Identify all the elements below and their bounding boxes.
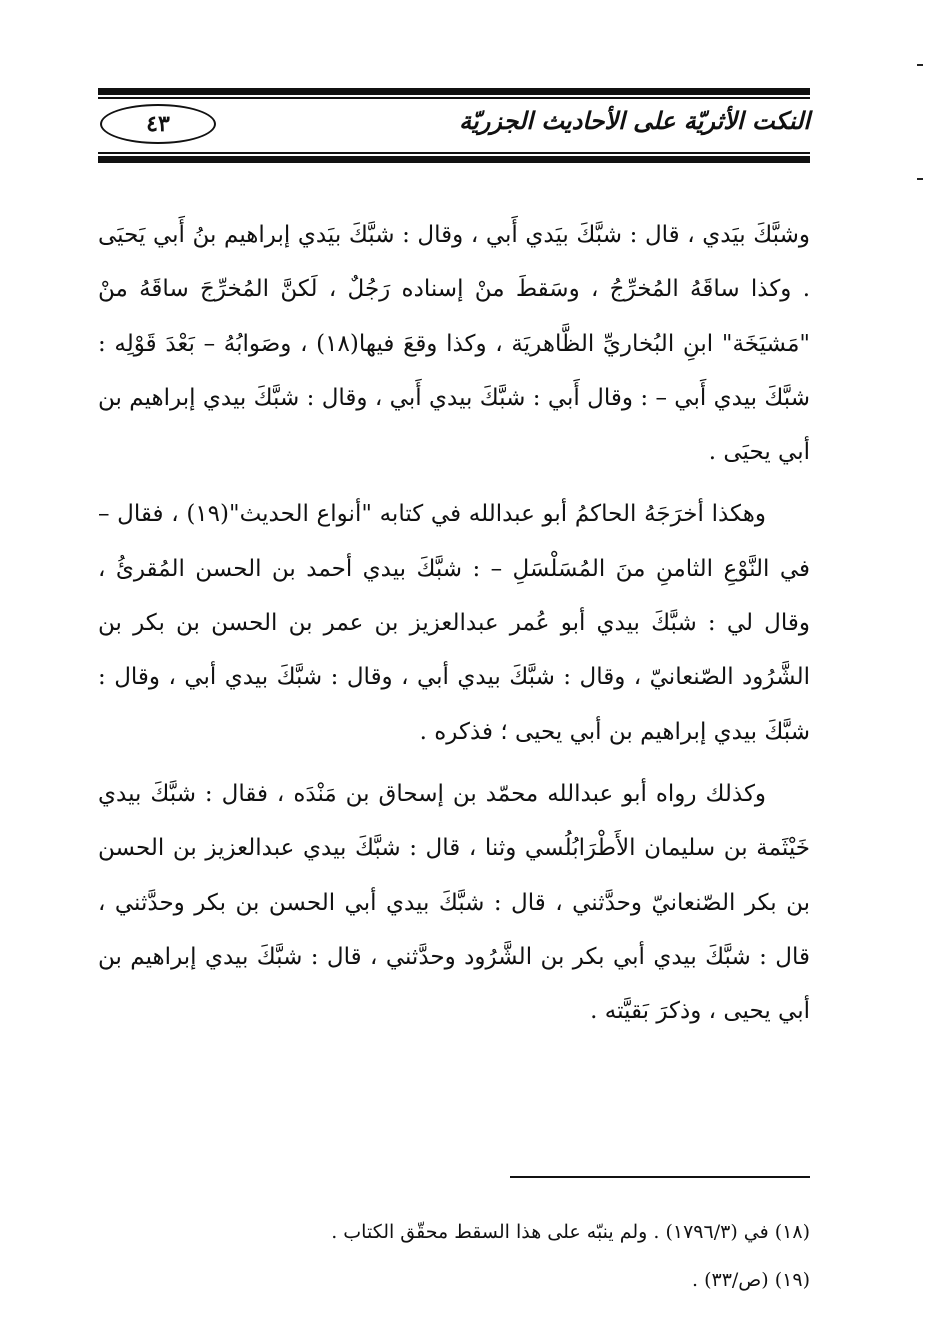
header-rule-thin [98, 97, 810, 99]
main-text [98, 208, 810, 1046]
header-rule-bottom-thick [98, 156, 810, 163]
paragraph-1: وشبَّكَ بيَدي ، قال : شبَّكَ بيَدي أَبي ، وقال : شبَّكَ بيَدي إبراهيم بنُ أَبي يَحيَى . وكذا ساقَهُ المُخرِّجُ ، وسَقطَ منْ إسناده رَجُلٌ ، لَكنَّ المُخرِّجَ ساقَهُ منْ "مَشيَخَة" ابنِ البُخاريِّ الظَّاهريَة ، وكذا وقعَ فيها(١٨) ، وصَوابُهُ – بَعْدَ قَوْلِه : شبَّكَ بيدي أَبي – : وقال أَبي : شبَّكَ بيدي أَبي ، وقال : شبَّكَ بيدي إبراهيم بن أبي يحيَى . [98, 222, 810, 466]
edge-mark-bottom [917, 178, 923, 180]
paragraph-2: وهكذا أخرَجَهُ الحاكمُ أبو عبدالله في كتابه "أنواع الحديث"(١٩) ، فقال – في النَّوْعِ الثامنِ منَ المُسَلْسَلِ – : شبَّكَ بيدي أحمد بن الحسن المُقرئُ ، وقال لي : شبَّكَ بيدي أبو عُمر عبدالعزيز بن عمر بن الحسن بن بكر بن الشَّرُود الصّنعانيّ ، وقال : شبَّكَ بيدي أبي ، وقال : شبَّكَ بيدي أبي ، وقال : شبَّكَ بيدي إبراهيم بن أبي يحيى ؛ فذكره . [98, 501, 810, 745]
paragraph-3: وكذلك رواه أبو عبدالله محمّد بن إسحاق بن مَنْدَه ، فقال : شبَّكَ بيدي خَيْثَمة بن سليمان الأَطْرَابُلُسي وثنا ، قال : شبَّكَ بيدي عبدالعزيز بن الحسن بن بكر الصّنعانيّ وحدَّثني ، قال : شبَّكَ بيدي أبي الحسن بن بكر وحدَّثني ، قال : شبَّكَ بيدي أبي بكر بن الشَّرُود وحدَّثني ، قال : شبَّكَ بيدي إبراهيم بن أبي يحيى ، وذكرَ بَقيَّته . [98, 780, 811, 1025]
page-header [98, 100, 810, 152]
footnote-19: (١٩) (ص/٣٣) . [691, 1269, 810, 1291]
footnote-18: (١٨) في (١٧٩٦/٣) . ولم ينبّه على هذا السقط محقّق الكتاب . [331, 1221, 810, 1243]
header-rule-bottom-thin [98, 152, 810, 154]
header-rule-thick [98, 88, 810, 95]
page-number: ٤٣ [100, 104, 216, 144]
footnotes [98, 1208, 810, 1304]
running-title: النكت الأثريّة على الأحاديث الجزريّة [459, 106, 810, 135]
footnote-separator [510, 1176, 810, 1178]
edge-mark-top [917, 64, 923, 66]
